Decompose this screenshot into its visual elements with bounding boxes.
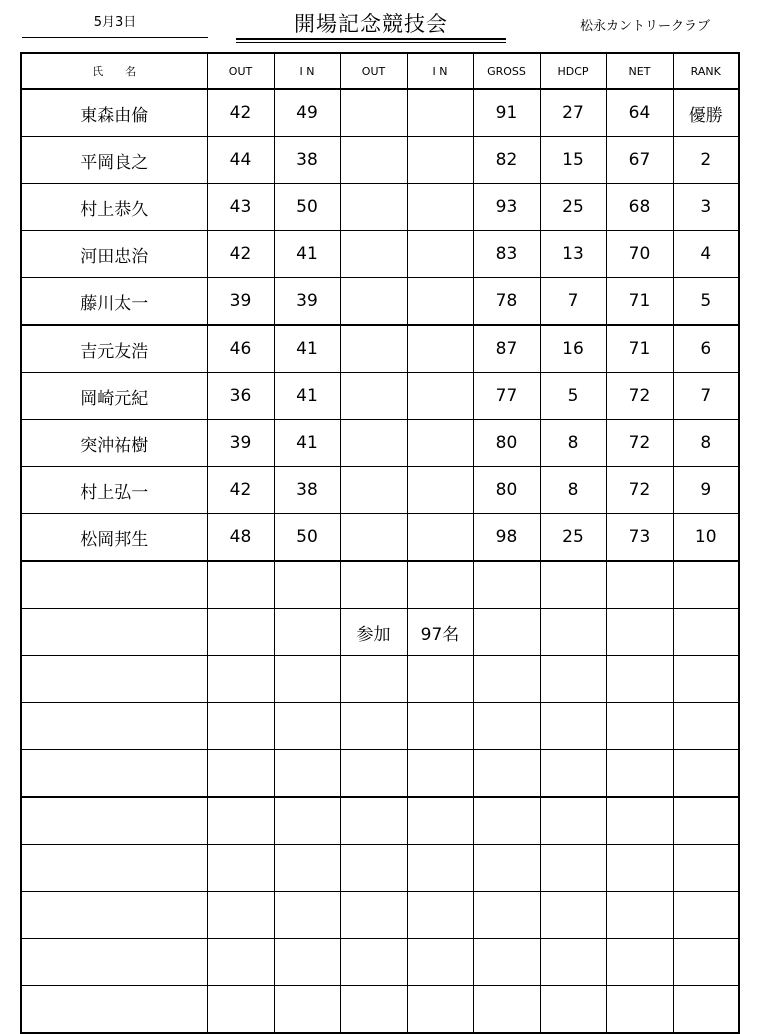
- empty-cell: [673, 892, 739, 939]
- empty-cell: [407, 845, 473, 892]
- gross-score: 98: [473, 514, 540, 562]
- event-date: 5月3日: [93, 15, 137, 30]
- handicap: 5: [540, 373, 606, 420]
- in-score: 41: [274, 231, 340, 278]
- out-score-2: [340, 467, 407, 514]
- empty-cell: [540, 656, 606, 703]
- empty-cell: [473, 656, 540, 703]
- gross-score: 80: [473, 467, 540, 514]
- net-score: 72: [606, 373, 673, 420]
- rank-cell: 10: [673, 514, 739, 562]
- rank-cell: 5: [673, 278, 739, 326]
- rank-cell: 優勝: [673, 89, 739, 137]
- empty-cell: [340, 845, 407, 892]
- in-score: 38: [274, 137, 340, 184]
- in-score-2: [407, 373, 473, 420]
- column-header-in-1: I N: [274, 53, 340, 89]
- empty-cell: [207, 797, 274, 845]
- empty-row: [21, 750, 739, 798]
- empty-cell: [407, 750, 473, 798]
- in-score: 39: [274, 278, 340, 326]
- empty-cell: [473, 609, 540, 656]
- event-title: 開場記念競技会: [294, 12, 448, 36]
- empty-cell: [340, 656, 407, 703]
- empty-cell: [340, 986, 407, 1034]
- out-score-2: [340, 325, 407, 373]
- out-score-2: [340, 420, 407, 467]
- empty-cell: [21, 561, 207, 609]
- player-name: 村上恭久: [21, 184, 207, 231]
- table-row: [21, 467, 739, 514]
- net-score: 72: [606, 420, 673, 467]
- empty-cell: [407, 656, 473, 703]
- gross-score: 91: [473, 89, 540, 137]
- results-table: [20, 52, 740, 1034]
- empty-cell: [407, 797, 473, 845]
- table-header-row: [21, 53, 739, 89]
- in-score-2: [407, 184, 473, 231]
- rank-cell: 8: [673, 420, 739, 467]
- empty-cell: [540, 609, 606, 656]
- empty-cell: [407, 939, 473, 986]
- title-underline-thin: [236, 42, 506, 43]
- empty-cell: [340, 939, 407, 986]
- empty-cell: [606, 609, 673, 656]
- empty-cell: [673, 656, 739, 703]
- player-name: 東森由倫: [21, 89, 207, 137]
- empty-cell: [21, 939, 207, 986]
- net-score: 71: [606, 325, 673, 373]
- participation-label: 参加: [340, 609, 407, 656]
- empty-cell: [207, 986, 274, 1034]
- empty-cell: [407, 561, 473, 609]
- table-row: [21, 373, 739, 420]
- column-header-in-2: I N: [407, 53, 473, 89]
- empty-cell: [606, 939, 673, 986]
- in-score: 41: [274, 420, 340, 467]
- out-score: 42: [207, 89, 274, 137]
- empty-cell: [606, 797, 673, 845]
- out-score: 44: [207, 137, 274, 184]
- rank-cell: 7: [673, 373, 739, 420]
- player-name: 藤川太一: [21, 278, 207, 326]
- gross-score: 93: [473, 184, 540, 231]
- out-score-2: [340, 184, 407, 231]
- player-name: 平岡良之: [21, 137, 207, 184]
- empty-cell: [673, 986, 739, 1034]
- empty-cell: [540, 892, 606, 939]
- out-score: 36: [207, 373, 274, 420]
- in-score: 49: [274, 89, 340, 137]
- out-score-2: [340, 514, 407, 562]
- empty-cell: [606, 750, 673, 798]
- net-score: 73: [606, 514, 673, 562]
- table-row: [21, 514, 739, 562]
- empty-row: [21, 986, 739, 1034]
- rank-cell: 4: [673, 231, 739, 278]
- empty-cell: [207, 939, 274, 986]
- empty-cell: [274, 892, 340, 939]
- in-score: 41: [274, 325, 340, 373]
- empty-cell: [473, 986, 540, 1034]
- column-header-name: 氏 名: [21, 53, 207, 89]
- handicap: 13: [540, 231, 606, 278]
- empty-cell: [207, 845, 274, 892]
- in-score: 50: [274, 514, 340, 562]
- in-score-2: [407, 231, 473, 278]
- gross-score: 83: [473, 231, 540, 278]
- date-underline: [22, 37, 208, 38]
- empty-cell: [207, 609, 274, 656]
- net-score: 70: [606, 231, 673, 278]
- empty-cell: [274, 845, 340, 892]
- empty-cell: [473, 892, 540, 939]
- gross-score: 82: [473, 137, 540, 184]
- empty-cell: [540, 845, 606, 892]
- empty-cell: [673, 703, 739, 750]
- table-row: [21, 231, 739, 278]
- out-score: 39: [207, 420, 274, 467]
- empty-cell: [274, 561, 340, 609]
- empty-cell: [673, 939, 739, 986]
- empty-cell: [673, 561, 739, 609]
- empty-cell: [274, 750, 340, 798]
- in-score: 38: [274, 467, 340, 514]
- column-header-gross: GROSS: [473, 53, 540, 89]
- empty-cell: [207, 750, 274, 798]
- net-score: 71: [606, 278, 673, 326]
- empty-cell: [606, 656, 673, 703]
- empty-cell: [407, 986, 473, 1034]
- in-score: 50: [274, 184, 340, 231]
- empty-cell: [21, 609, 207, 656]
- gross-score: 87: [473, 325, 540, 373]
- handicap: 7: [540, 278, 606, 326]
- empty-cell: [21, 986, 207, 1034]
- gross-score: 77: [473, 373, 540, 420]
- empty-row: [21, 703, 739, 750]
- net-score: 64: [606, 89, 673, 137]
- in-score-2: [407, 420, 473, 467]
- rank-cell: 6: [673, 325, 739, 373]
- empty-cell: [340, 703, 407, 750]
- player-name: 村上弘一: [21, 467, 207, 514]
- empty-cell: [407, 703, 473, 750]
- empty-cell: [540, 939, 606, 986]
- out-score: 42: [207, 467, 274, 514]
- empty-cell: [274, 703, 340, 750]
- out-score-2: [340, 89, 407, 137]
- out-score: 39: [207, 278, 274, 326]
- column-header-rank: RANK: [673, 53, 739, 89]
- empty-cell: [21, 703, 207, 750]
- empty-cell: [540, 986, 606, 1034]
- empty-row: [21, 797, 739, 845]
- empty-row: [21, 656, 739, 703]
- table-row: [21, 325, 739, 373]
- player-name: 河田忠治: [21, 231, 207, 278]
- empty-cell: [473, 750, 540, 798]
- player-name: 松岡邦生: [21, 514, 207, 562]
- gross-score: 80: [473, 420, 540, 467]
- empty-cell: [21, 845, 207, 892]
- club-name: 松永カントリークラブ: [579, 19, 710, 34]
- in-score-2: [407, 514, 473, 562]
- empty-cell: [606, 845, 673, 892]
- empty-cell: [473, 561, 540, 609]
- empty-cell: [606, 986, 673, 1034]
- empty-cell: [407, 892, 473, 939]
- out-score: 43: [207, 184, 274, 231]
- out-score: 48: [207, 514, 274, 562]
- empty-cell: [274, 609, 340, 656]
- empty-cell: [540, 703, 606, 750]
- in-score: 41: [274, 373, 340, 420]
- empty-row: [21, 845, 739, 892]
- table-row: [21, 89, 739, 137]
- rank-cell: 2: [673, 137, 739, 184]
- empty-cell: [673, 797, 739, 845]
- in-score-2: [407, 278, 473, 326]
- player-name: 突沖祐樹: [21, 420, 207, 467]
- empty-row: [21, 939, 739, 986]
- empty-cell: [21, 892, 207, 939]
- empty-cell: [606, 892, 673, 939]
- empty-cell: [207, 703, 274, 750]
- empty-cell: [673, 609, 739, 656]
- out-score: 42: [207, 231, 274, 278]
- handicap: 16: [540, 325, 606, 373]
- empty-cell: [340, 750, 407, 798]
- out-score-2: [340, 373, 407, 420]
- column-header-out-2: OUT: [340, 53, 407, 89]
- column-header-hdcp: HDCP: [540, 53, 606, 89]
- net-score: 67: [606, 137, 673, 184]
- in-score-2: [407, 89, 473, 137]
- empty-cell: [274, 939, 340, 986]
- rank-cell: 9: [673, 467, 739, 514]
- out-score-2: [340, 231, 407, 278]
- empty-cell: [540, 561, 606, 609]
- empty-cell: [673, 750, 739, 798]
- table-row: [21, 420, 739, 467]
- participation-count: 97名: [407, 609, 473, 656]
- empty-cell: [340, 561, 407, 609]
- empty-cell: [207, 892, 274, 939]
- empty-cell: [606, 561, 673, 609]
- empty-cell: [21, 797, 207, 845]
- in-score-2: [407, 325, 473, 373]
- rank-cell: 3: [673, 184, 739, 231]
- handicap: 25: [540, 184, 606, 231]
- empty-cell: [21, 750, 207, 798]
- player-name: 岡崎元紀: [21, 373, 207, 420]
- empty-cell: [540, 750, 606, 798]
- in-score-2: [407, 467, 473, 514]
- empty-cell: [540, 797, 606, 845]
- title-underline: [236, 38, 506, 40]
- empty-cell: [274, 656, 340, 703]
- gross-score: 78: [473, 278, 540, 326]
- net-score: 72: [606, 467, 673, 514]
- empty-cell: [207, 656, 274, 703]
- out-score: 46: [207, 325, 274, 373]
- in-score-2: [407, 137, 473, 184]
- empty-cell: [340, 892, 407, 939]
- empty-row: [21, 561, 739, 609]
- empty-cell: [606, 703, 673, 750]
- empty-row: [21, 892, 739, 939]
- empty-cell: [473, 797, 540, 845]
- empty-cell: [207, 561, 274, 609]
- column-header-net: NET: [606, 53, 673, 89]
- table-row: [21, 278, 739, 326]
- out-score-2: [340, 278, 407, 326]
- handicap: 15: [540, 137, 606, 184]
- empty-cell: [473, 703, 540, 750]
- empty-cell: [340, 797, 407, 845]
- handicap: 25: [540, 514, 606, 562]
- table-row: [21, 137, 739, 184]
- player-name: 吉元友浩: [21, 325, 207, 373]
- empty-cell: [473, 845, 540, 892]
- column-header-out-1: OUT: [207, 53, 274, 89]
- empty-cell: [473, 939, 540, 986]
- empty-cell: [274, 986, 340, 1034]
- net-score: 68: [606, 184, 673, 231]
- handicap: 8: [540, 467, 606, 514]
- handicap: 27: [540, 89, 606, 137]
- table-row: [21, 184, 739, 231]
- empty-cell: [274, 797, 340, 845]
- empty-cell: [673, 845, 739, 892]
- out-score-2: [340, 137, 407, 184]
- handicap: 8: [540, 420, 606, 467]
- empty-row: [21, 609, 739, 656]
- empty-cell: [21, 656, 207, 703]
